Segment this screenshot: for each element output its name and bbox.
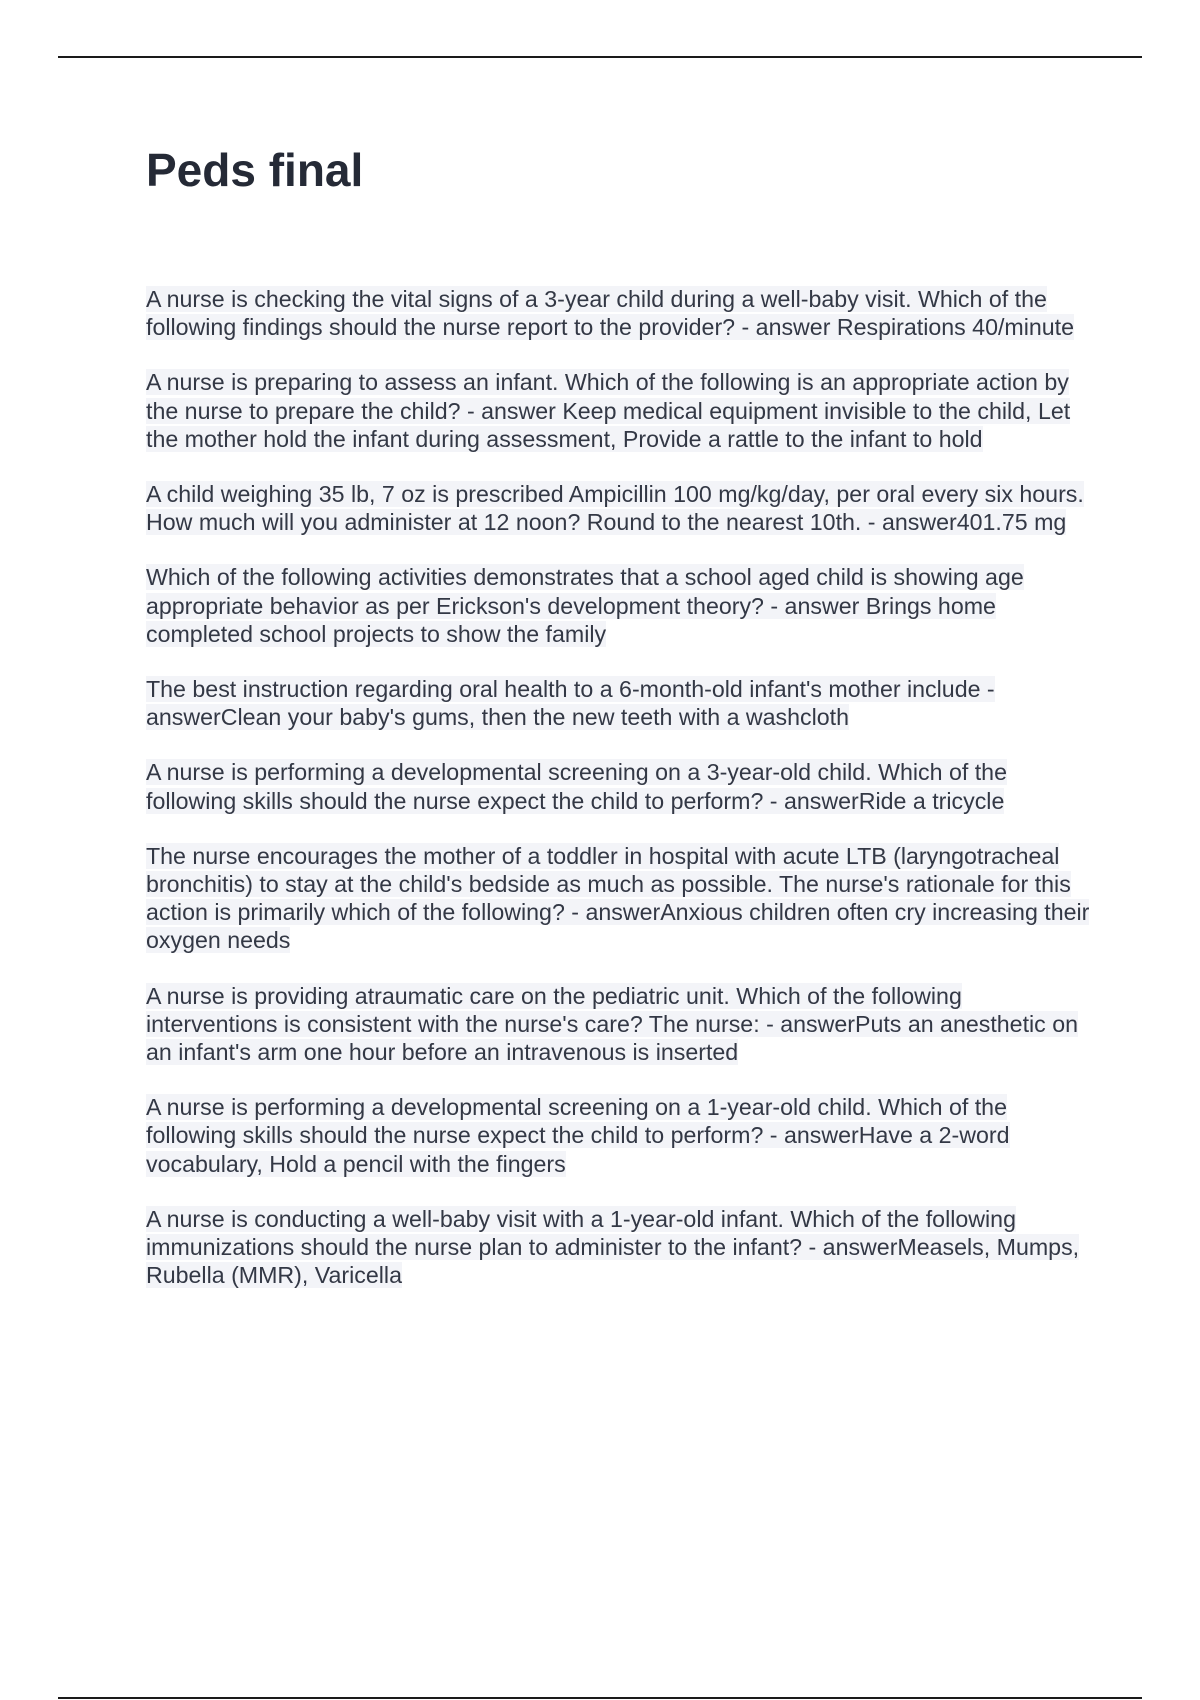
qa-item-text: A child weighing 35 lb, 7 oz is prescribed Ampicillin 100 mg/kg/day, per oral every six hours. How much will you administer at 12 noon? Round to the nearest 10th. - answer401.75 mg xyxy=(146,481,1084,536)
qa-item xyxy=(146,675,1096,731)
qa-item xyxy=(146,285,1096,341)
bottom-divider xyxy=(58,1697,1142,1699)
qa-item xyxy=(146,1093,1096,1178)
page-title: Peds final xyxy=(146,144,364,196)
qa-item xyxy=(146,758,1096,814)
qa-item-text: A nurse is performing a developmental screening on a 1-year-old child. Which of the following skills should the nurse expect the child to perform? - answerHave a 2-word vocabulary, Hold a pencil with the fingers xyxy=(146,1094,1010,1177)
qa-item xyxy=(146,842,1096,955)
qa-item xyxy=(146,1205,1096,1290)
qa-item-text: Which of the following activities demonstrates that a school aged child is showing age appropriate behavior as per Erickson's development theory? - answer Brings home completed school projects to show the family xyxy=(146,564,1024,647)
qa-item-text: A nurse is checking the vital signs of a 3-year child during a well-baby visit. Which of the following findings should the nurse report to the provider? - answer Respirations 40/minute xyxy=(146,286,1075,341)
qa-list xyxy=(146,285,1096,1316)
qa-item-text: A nurse is preparing to assess an infant. Which of the following is an appropriate action by the nurse to prepare the child? - answer Keep medical equipment invisible to the child, Let the mother hold the infant during assessment, Provide a rattle to the infant to hold xyxy=(146,369,1071,452)
qa-item-text: The best instruction regarding oral health to a 6-month-old infant's mother include - answerClean your baby's gums, then the new teeth with a washcloth xyxy=(146,676,995,731)
top-divider xyxy=(58,56,1142,58)
qa-item xyxy=(146,480,1096,536)
qa-item-text: A nurse is conducting a well-baby visit with a 1-year-old infant. Which of the following immunizations should the nurse plan to administer to the infant? - answerMeasels, Mumps, Rubella (MMR), Varicella xyxy=(146,1205,1080,1289)
qa-item-text: The nurse encourages the mother of a toddler in hospital with acute LTB (laryngotracheal bronchitis) to stay at the child's bedside as much as possible. The nurse's rationale for this action is primarily which of the following? - answerAnxious children often cry increasing their oxygen needs xyxy=(146,842,1090,954)
qa-item-text: A nurse is performing a developmental screening on a 3-year-old child. Which of the following skills should the nurse expect the child to perform? - answerRide a tricycle xyxy=(146,759,1007,814)
qa-item xyxy=(146,368,1096,453)
qa-item xyxy=(146,982,1096,1067)
qa-item-text: A nurse is providing atraumatic care on the pediatric unit. Which of the following interventions is consistent with the nurse's care? The nurse: - answerPuts an anesthetic on an infant's arm one hour before an intravenous is inserted xyxy=(146,982,1078,1066)
qa-item xyxy=(146,563,1096,648)
